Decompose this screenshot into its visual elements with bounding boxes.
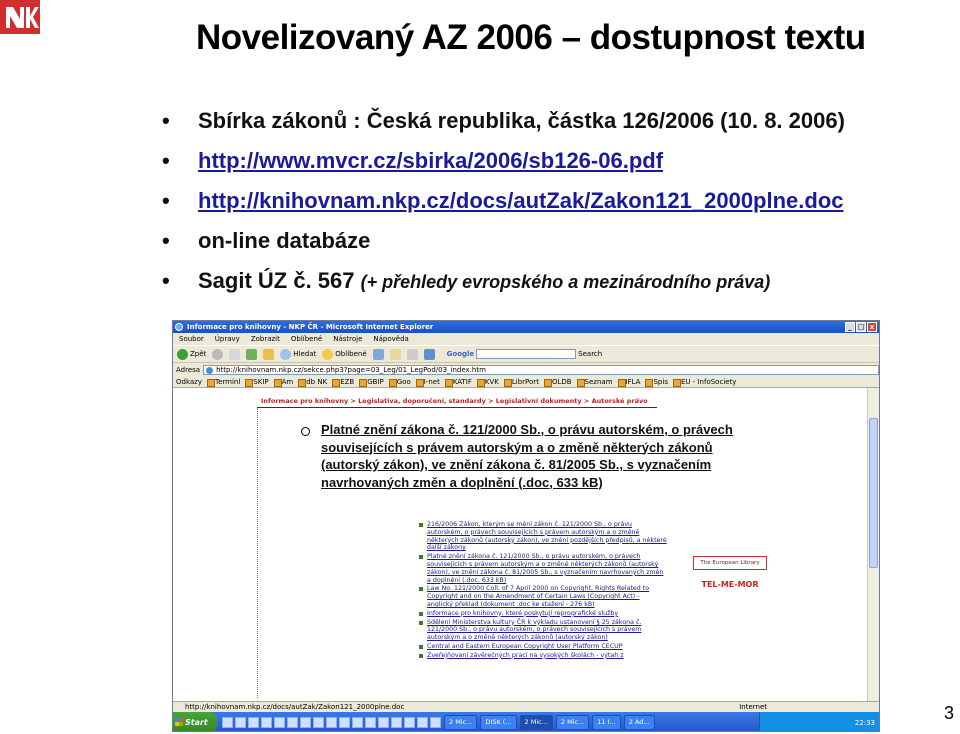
link-seznam[interactable]: Seznam — [576, 376, 613, 387]
browser-toolbar — [173, 345, 879, 363]
back-arrow-icon — [177, 349, 188, 360]
bullet-dot: • — [162, 188, 170, 213]
word-icon[interactable] — [424, 349, 435, 360]
bullet-italic-note: (+ přehledy evropského a mezinárodního práva) — [360, 272, 771, 292]
quick-launch-icon[interactable] — [313, 717, 324, 728]
favorites-label: Oblíbené — [335, 350, 367, 358]
list-item — [417, 643, 667, 651]
bullet-dot: • — [162, 268, 170, 293]
list-item — [417, 619, 667, 642]
quick-launch-icon[interactable] — [417, 717, 428, 728]
menu-tools[interactable]: Nástroje — [333, 335, 363, 343]
bullet-mvcr-link — [158, 148, 948, 188]
google-search-input[interactable] — [476, 349, 576, 359]
back-button[interactable] — [177, 349, 206, 360]
taskbar-button[interactable]: 2 Mic... — [556, 715, 589, 730]
document-list — [417, 521, 667, 661]
list-item-link[interactable]: 216/2006 Zákon, kterým se mění zákon č. 121/2000 Sb., o právu autorském, o právech souvisejících s právem autorským a o změně některých zákonů (autorský zákon), ve znění pozdějších předpisů, a některé další zákony — [427, 521, 667, 552]
address-label: Adresa — [176, 365, 201, 374]
link-terminal[interactable]: Termínl — [206, 376, 240, 387]
link-ifla[interactable]: IFLA — [617, 376, 641, 387]
bullet-online-db — [158, 228, 948, 268]
menu-help[interactable]: Nápověda — [373, 335, 409, 343]
window-controls — [845, 322, 877, 332]
search-label: Hledat — [293, 350, 317, 358]
status-zone: Internet — [739, 703, 767, 711]
breadcrumb: Informace pro knihovny > Legislativa, doporučení, standardy > Legislativní dokumenty > Autorské právo — [261, 397, 648, 405]
link-skip[interactable]: SKIP — [244, 376, 268, 387]
window-title: Informace pro knihovny - NKP ČR - Microsoft Internet Explorer — [187, 323, 434, 331]
quick-launch-icon[interactable] — [287, 717, 298, 728]
quick-launch-icon[interactable] — [339, 717, 350, 728]
mvcr-pdf-link[interactable]: http://www.mvcr.cz/sbirka/2006/sb126-06.pdf — [198, 148, 664, 173]
link-gbip[interactable]: GBIP — [358, 376, 384, 387]
link-spis[interactable]: Spis — [644, 376, 667, 387]
list-item — [417, 610, 667, 618]
list-item-link[interactable]: Informace pro knihovny, které poskytují reprografické služby — [427, 609, 619, 617]
menu-favorites[interactable]: Oblíbené — [290, 335, 323, 343]
bullet-sagit — [158, 268, 948, 308]
bullet-dot: • — [162, 148, 170, 173]
maximize-button[interactable]: □ — [857, 323, 865, 331]
bullet-text: Sagit ÚZ č. 567 — [198, 268, 361, 293]
favorites-button[interactable] — [322, 349, 366, 360]
link-librport[interactable]: LibrPort — [503, 376, 539, 387]
clock: 22:33 — [854, 718, 875, 727]
quick-launch-icon[interactable] — [261, 717, 272, 728]
knihovnam-doc-link[interactable]: http://knihovnam.nkp.cz/docs/autZak/Zakon121_2000plne.doc — [198, 188, 844, 213]
quick-launch-icon[interactable] — [404, 717, 415, 728]
bullet-dot: • — [162, 228, 170, 253]
links-label: Odkazy — [176, 378, 202, 386]
divider — [257, 408, 258, 698]
list-item — [417, 585, 667, 608]
list-item-link[interactable]: Zveřejňovaní závěrečných prací na vysokých školách - výtah z — [427, 651, 624, 659]
european-library-banner[interactable]: The European Library — [693, 556, 767, 570]
browser-screenshot — [172, 320, 880, 732]
link-katif[interactable]: KATIF — [444, 376, 472, 387]
menu-edit[interactable]: Úpravy — [214, 335, 240, 343]
quick-launch-icon[interactable] — [274, 717, 285, 728]
quick-launch-icon[interactable] — [378, 717, 389, 728]
scrollbar-thumb[interactable] — [869, 418, 878, 568]
link-kvk[interactable]: KVK — [476, 376, 499, 387]
search-button[interactable] — [280, 349, 316, 360]
link-oldb[interactable]: OLDB — [543, 376, 572, 387]
circle-bullet-icon — [301, 427, 310, 436]
quick-launch-icon[interactable] — [430, 717, 441, 728]
address-input[interactable]: http://knihovnam.nkp.cz/sekce.php3?page=03_Leg/01_LegPod/03_index.htm — [203, 365, 879, 375]
windows-taskbar — [173, 712, 879, 732]
quick-launch-icon[interactable] — [300, 717, 311, 728]
list-item-link[interactable]: Central and Eastern European Copyright User Platform CECUP — [427, 642, 623, 650]
system-tray — [759, 712, 879, 732]
quick-launch-icon[interactable] — [222, 717, 233, 728]
links-bar — [173, 376, 879, 388]
list-item — [417, 553, 667, 584]
star-icon — [322, 349, 333, 360]
print-icon[interactable] — [407, 349, 418, 360]
taskbar-button[interactable]: 2 Mic... — [520, 715, 553, 730]
menu-view[interactable]: Zobrazit — [250, 335, 280, 343]
link-dbnk[interactable]: db NK — [297, 376, 327, 387]
taskbar-button[interactable]: DISK (... — [480, 715, 516, 730]
forward-arrow-icon[interactable] — [212, 349, 223, 360]
back-label: Zpět — [190, 350, 207, 358]
google-search-button[interactable]: Search — [578, 350, 603, 358]
window-titlebar — [173, 321, 879, 333]
refresh-icon[interactable] — [246, 349, 257, 360]
minimize-button[interactable]: _ — [845, 322, 855, 332]
list-item — [417, 652, 667, 660]
quick-launch-icon[interactable] — [391, 717, 402, 728]
quick-launch-icon[interactable] — [365, 717, 376, 728]
bullet-text: Sbírka zákonů : Česká republika, částka 126/2006 (10. 8. 2006) — [198, 108, 845, 133]
mail-icon[interactable] — [390, 349, 401, 360]
bullet-sbirka — [158, 108, 948, 148]
nkp-logo-icon — [0, 0, 40, 34]
quick-launch-icon[interactable] — [235, 717, 246, 728]
telmemor-banner[interactable]: TEL-ME-MOR — [701, 580, 759, 589]
google-logo: Google — [446, 350, 475, 358]
google-toolbar — [447, 349, 603, 359]
list-item-link[interactable]: Platné znění zákona č. 121/2000 Sb., o právu autorském, o právech souvisejících s právem autorským a o změně některých zákonů (autorský zákon), ve znění zákona č. 81/2005 Sb., s vyznačením navrhovaných změn a doplnění (.doc, 633 kB) — [427, 553, 664, 584]
slide-title: Novelizovaný AZ 2006 – dostupnost textu — [196, 18, 866, 57]
taskbar-button[interactable]: 2 Mic... — [444, 715, 477, 730]
taskbar-button[interactable]: 2 Ad... — [624, 715, 655, 730]
status-url: http://knihovnam.nkp.cz/docs/autZak/Zakon121_2000plne.doc — [185, 703, 405, 711]
divider — [257, 407, 657, 408]
link-inet[interactable]: I-net — [415, 376, 440, 387]
bullet-list — [158, 108, 948, 308]
bullet-knihovnam-link — [158, 188, 948, 228]
bullet-dot: • — [162, 108, 170, 133]
home-icon[interactable] — [263, 349, 274, 360]
search-icon — [280, 349, 291, 360]
menu-bar — [173, 333, 879, 345]
zoomed-link-callout — [293, 421, 753, 521]
address-bar — [173, 363, 879, 376]
bullet-text: on-line databáze — [198, 228, 371, 253]
list-item-link[interactable]: Sdělení Ministerstva kultury ČR k výkladu ustanovení § 25 zákona č. 121/2000 Sb., o právu autorském, o právech souvisejících s právem autorským a o změně některých zákonů (autorský zákon) — [427, 618, 642, 642]
page-content — [173, 388, 869, 701]
list-item-link[interactable]: Law No. 121/2000 Coll. of 7 April 2000 on Copyright, Rights Related to Copyright and on the Amendment of Certain Laws (Copyright Act) - anglický překlad (dokument .doc ke stažení - 276 kB) — [427, 585, 650, 608]
link-eu-infosociety[interactable]: EU - InfoSociety — [672, 376, 736, 387]
history-icon[interactable] — [373, 349, 384, 360]
list-item — [417, 521, 667, 552]
vertical-scrollbar[interactable] — [867, 388, 879, 701]
taskbar-button[interactable]: 11 I... — [592, 715, 620, 730]
close-button[interactable]: x — [867, 322, 877, 332]
quick-launch-icon[interactable] — [248, 717, 259, 728]
quick-launch — [222, 717, 441, 728]
quick-launch-icon[interactable] — [326, 717, 337, 728]
link-goo[interactable]: Goo — [388, 376, 411, 387]
menu-file[interactable]: Soubor — [179, 335, 204, 343]
ie-icon — [175, 323, 183, 331]
start-button[interactable]: Start — [173, 712, 217, 732]
zoomed-doc-link[interactable]: Platné znění zákona č. 121/2000 Sb., o právu autorském, o právech souvisejících s právem autorským a o změně některých zákonů (autorský zákon), ve znění zákona č. 81/2005 Sb., s vyznačením navrhovaných změn a doplnění (.doc, 633 kB) — [321, 422, 733, 490]
stop-icon[interactable] — [229, 349, 240, 360]
link-am[interactable]: Am — [273, 376, 294, 387]
link-ezb[interactable]: EZB — [331, 376, 354, 387]
status-bar — [173, 701, 879, 712]
quick-launch-icon[interactable] — [352, 717, 363, 728]
page-number: 3 — [944, 703, 955, 723]
